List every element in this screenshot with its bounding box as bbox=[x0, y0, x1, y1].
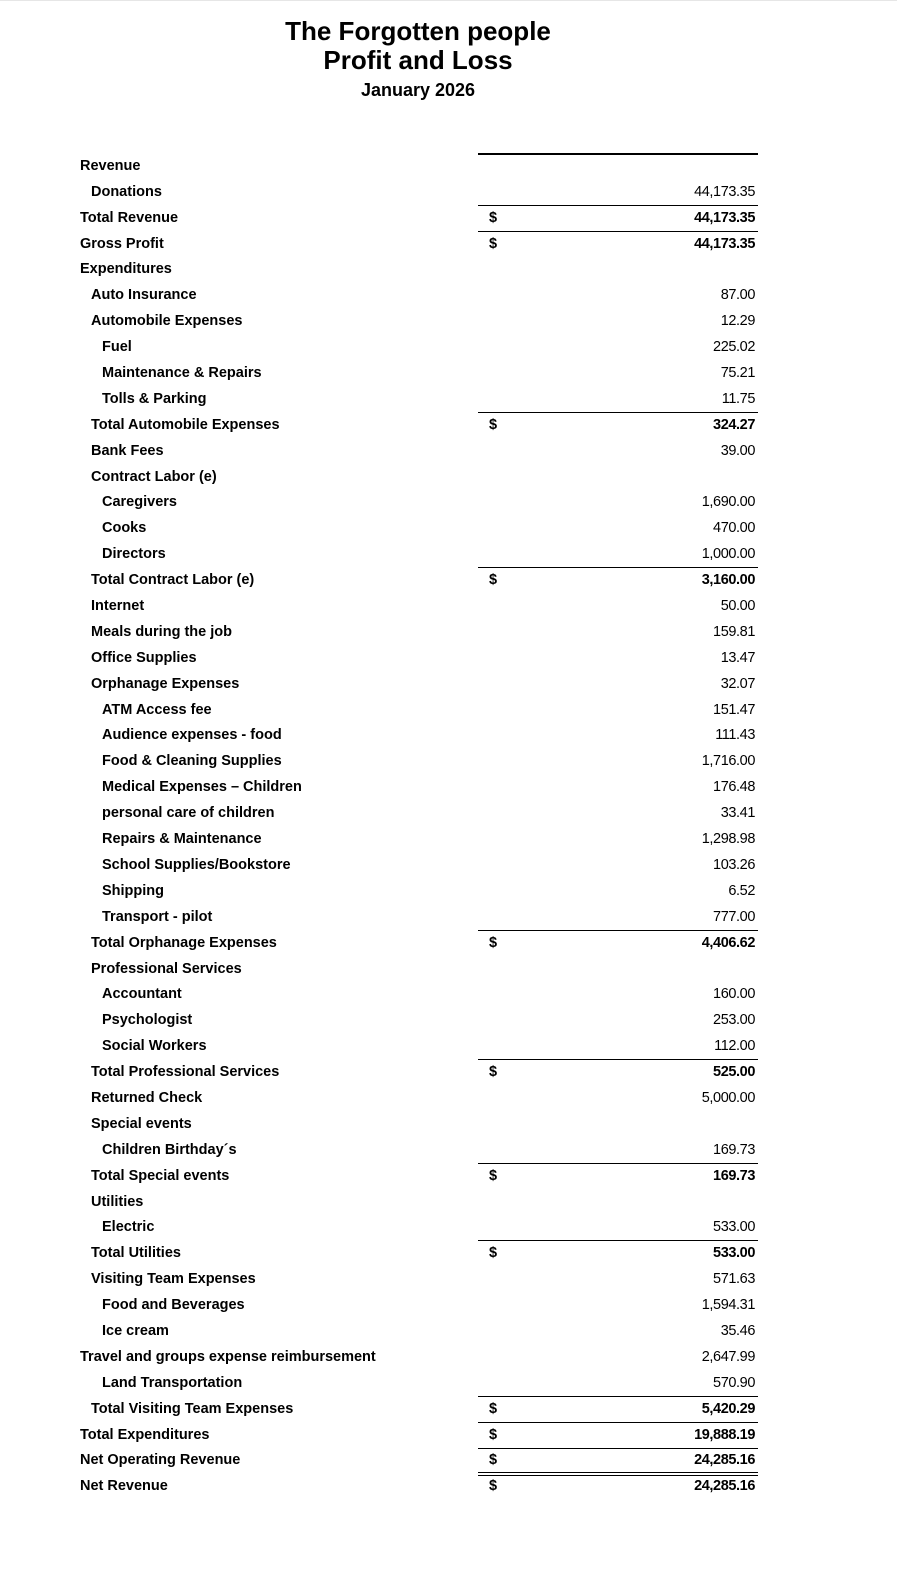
row-label: Bank Fees bbox=[91, 442, 164, 459]
total-row bbox=[0, 412, 897, 438]
total-row bbox=[0, 1422, 897, 1448]
row-amount: 44,173.35 bbox=[694, 235, 755, 252]
row-amount: 103.26 bbox=[713, 856, 755, 873]
row-label: Total Contract Labor (e) bbox=[91, 572, 255, 589]
row-label: Net Revenue bbox=[80, 1478, 168, 1495]
row-label: Tolls & Parking bbox=[102, 390, 207, 407]
table-row bbox=[0, 515, 897, 541]
row-label: Donations bbox=[91, 183, 162, 200]
table-row bbox=[0, 282, 897, 308]
row-amount: 525.00 bbox=[713, 1064, 755, 1081]
row-label: Expenditures bbox=[80, 261, 172, 278]
row-label: Special events bbox=[91, 1115, 192, 1132]
row-amount: 570.90 bbox=[713, 1374, 755, 1391]
row-amount: 777.00 bbox=[713, 908, 755, 925]
table-row bbox=[0, 1344, 897, 1370]
row-amount: 169.73 bbox=[713, 1141, 755, 1158]
table-row bbox=[0, 386, 897, 412]
row-label: Total Professional Services bbox=[91, 1064, 280, 1081]
table-row bbox=[0, 645, 897, 671]
row-label: Food & Cleaning Supplies bbox=[102, 753, 282, 770]
row-amount: 19,888.19 bbox=[694, 1426, 755, 1443]
row-amount: 169.73 bbox=[713, 1167, 755, 1184]
row-label: School Supplies/Bookstore bbox=[102, 856, 291, 873]
row-label: Gross Profit bbox=[80, 235, 164, 252]
report-period: January 2026 bbox=[360, 80, 476, 100]
table-row bbox=[0, 1370, 897, 1396]
row-label: Office Supplies bbox=[91, 649, 197, 666]
row-label: Shipping bbox=[102, 882, 165, 899]
row-label: Transport - pilot bbox=[102, 908, 213, 925]
row-label: Auto Insurance bbox=[91, 287, 197, 304]
total-row bbox=[0, 930, 897, 956]
table-row bbox=[0, 800, 897, 826]
section-header-row bbox=[0, 956, 897, 982]
row-amount: 159.81 bbox=[713, 623, 755, 640]
table-row bbox=[0, 619, 897, 645]
section-header-row bbox=[0, 1189, 897, 1215]
table-row bbox=[0, 1266, 897, 1292]
row-label: Land Transportation bbox=[102, 1374, 243, 1391]
table-row bbox=[0, 852, 897, 878]
total-row bbox=[0, 231, 897, 257]
row-amount: 13.47 bbox=[720, 649, 755, 666]
total-row bbox=[0, 567, 897, 593]
table-row bbox=[0, 1292, 897, 1318]
currency-symbol: $ bbox=[489, 572, 498, 589]
row-label: Psychologist bbox=[102, 1012, 193, 1029]
row-label: Utilities bbox=[91, 1193, 144, 1210]
row-amount: 1,298.98 bbox=[701, 831, 755, 848]
table-row bbox=[0, 308, 897, 334]
row-label: Total Utilities bbox=[91, 1245, 181, 1262]
row-label: Total Visiting Team Expenses bbox=[91, 1400, 294, 1417]
row-amount: 33.41 bbox=[720, 805, 755, 822]
row-amount: 39.00 bbox=[720, 442, 755, 459]
row-amount: 4,406.62 bbox=[701, 934, 755, 951]
section-header-row bbox=[0, 464, 897, 490]
row-amount: 35.46 bbox=[720, 1322, 755, 1339]
profit-loss-table bbox=[0, 153, 897, 1499]
row-label: Maintenance & Repairs bbox=[102, 365, 262, 382]
row-label: Total Special events bbox=[91, 1167, 230, 1184]
report-header bbox=[0, 17, 836, 102]
row-label: Directors bbox=[102, 546, 166, 563]
row-amount: 533.00 bbox=[713, 1245, 755, 1262]
row-amount: 470.00 bbox=[713, 520, 755, 537]
table-row bbox=[0, 1137, 897, 1163]
row-amount: 87.00 bbox=[720, 287, 755, 304]
row-label: Total Orphanage Expenses bbox=[91, 934, 277, 951]
table-row bbox=[0, 774, 897, 800]
table-row bbox=[0, 697, 897, 723]
row-label: Cooks bbox=[102, 520, 147, 537]
row-label: Social Workers bbox=[102, 1038, 207, 1055]
row-amount: 176.48 bbox=[713, 779, 755, 796]
row-amount: 160.00 bbox=[713, 986, 755, 1003]
currency-symbol: $ bbox=[489, 209, 498, 226]
currency-symbol: $ bbox=[489, 1478, 498, 1495]
total-row bbox=[0, 1059, 897, 1085]
table-row bbox=[0, 1085, 897, 1111]
row-amount: 3,160.00 bbox=[701, 572, 755, 589]
row-amount: 12.29 bbox=[720, 313, 755, 330]
table-row bbox=[0, 1033, 897, 1059]
row-label: Audience expenses - food bbox=[102, 727, 282, 744]
row-label: Medical Expenses – Children bbox=[102, 779, 302, 796]
currency-symbol: $ bbox=[489, 1400, 498, 1417]
row-label: Total Expenditures bbox=[80, 1426, 210, 1443]
row-amount: 1,716.00 bbox=[701, 753, 755, 770]
row-amount: 5,420.29 bbox=[701, 1400, 755, 1417]
row-amount: 6.52 bbox=[728, 882, 755, 899]
row-label: Caregivers bbox=[102, 494, 177, 511]
row-amount: 5,000.00 bbox=[701, 1089, 755, 1106]
row-amount: 32.07 bbox=[720, 675, 755, 692]
currency-symbol: $ bbox=[489, 934, 498, 951]
section-header-row bbox=[0, 1111, 897, 1137]
row-label: Food and Beverages bbox=[102, 1297, 245, 1314]
page-top-border bbox=[0, 0, 897, 1]
currency-symbol: $ bbox=[489, 235, 498, 252]
row-label: Contract Labor (e) bbox=[91, 468, 217, 485]
row-label: Visiting Team Expenses bbox=[91, 1271, 256, 1288]
row-amount: 24,285.16 bbox=[694, 1452, 755, 1469]
table-row bbox=[0, 179, 897, 205]
row-label: Electric bbox=[102, 1219, 155, 1236]
row-amount: 324.27 bbox=[713, 416, 755, 433]
row-label: Orphanage Expenses bbox=[91, 675, 240, 692]
total-row bbox=[0, 1448, 897, 1474]
currency-symbol: $ bbox=[489, 416, 498, 433]
total-row bbox=[0, 1163, 897, 1189]
currency-symbol: $ bbox=[489, 1167, 498, 1184]
table-row bbox=[0, 1215, 897, 1241]
row-label: Net Operating Revenue bbox=[80, 1452, 241, 1469]
row-amount: 533.00 bbox=[713, 1219, 755, 1236]
row-amount: 1,594.31 bbox=[701, 1297, 755, 1314]
row-amount: 1,690.00 bbox=[701, 494, 755, 511]
row-label: Meals during the job bbox=[91, 623, 232, 640]
row-amount: 24,285.16 bbox=[694, 1478, 755, 1495]
row-amount: 225.02 bbox=[713, 339, 755, 356]
row-amount: 50.00 bbox=[720, 598, 755, 615]
table-row bbox=[0, 1318, 897, 1344]
row-label: Automobile Expenses bbox=[91, 313, 243, 330]
row-label: Professional Services bbox=[91, 960, 242, 977]
table-row bbox=[0, 334, 897, 360]
row-label: Internet bbox=[91, 598, 145, 615]
section-header-row bbox=[0, 257, 897, 283]
row-amount: 11.75 bbox=[721, 390, 755, 407]
table-row bbox=[0, 1007, 897, 1033]
row-label: ATM Access fee bbox=[102, 701, 212, 718]
row-label: Repairs & Maintenance bbox=[102, 831, 262, 848]
row-amount: 151.47 bbox=[713, 701, 755, 718]
table-row bbox=[0, 593, 897, 619]
row-label: Revenue bbox=[80, 157, 141, 174]
row-amount: 111.43 bbox=[715, 727, 755, 744]
row-label: Children Birthday´s bbox=[102, 1141, 237, 1158]
table-row bbox=[0, 878, 897, 904]
table-row bbox=[0, 360, 897, 386]
row-amount: 571.63 bbox=[713, 1271, 755, 1288]
report-title: Profit and Loss bbox=[323, 45, 513, 75]
row-label: Accountant bbox=[102, 986, 182, 1003]
row-amount: 253.00 bbox=[713, 1012, 755, 1029]
total-row bbox=[0, 205, 897, 231]
row-amount: 2,647.99 bbox=[701, 1348, 755, 1365]
row-label: Returned Check bbox=[91, 1089, 203, 1106]
total-row bbox=[0, 1240, 897, 1266]
section-header-row bbox=[0, 153, 897, 179]
row-amount: 1,000.00 bbox=[701, 546, 755, 563]
row-label: personal care of children bbox=[102, 805, 275, 822]
table-row bbox=[0, 904, 897, 930]
table-row bbox=[0, 723, 897, 749]
currency-symbol: $ bbox=[489, 1245, 498, 1262]
row-label: Travel and groups expense reimbursement bbox=[80, 1348, 376, 1365]
table-row bbox=[0, 982, 897, 1008]
currency-symbol: $ bbox=[489, 1426, 498, 1443]
total-row bbox=[0, 1473, 897, 1499]
table-row bbox=[0, 541, 897, 567]
table-row bbox=[0, 748, 897, 774]
row-label: Fuel bbox=[102, 339, 132, 356]
table-row bbox=[0, 438, 897, 464]
currency-symbol: $ bbox=[489, 1452, 498, 1469]
row-label: Total Revenue bbox=[80, 209, 179, 226]
company-name: The Forgotten people bbox=[285, 16, 551, 46]
total-row bbox=[0, 1396, 897, 1422]
table-row bbox=[0, 826, 897, 852]
row-label: Total Automobile Expenses bbox=[91, 416, 280, 433]
table-row bbox=[0, 490, 897, 516]
row-label: Ice cream bbox=[102, 1322, 169, 1339]
row-amount: 112.00 bbox=[714, 1038, 755, 1055]
row-amount: 75.21 bbox=[720, 365, 755, 382]
row-amount: 44,173.35 bbox=[694, 183, 755, 200]
currency-symbol: $ bbox=[489, 1064, 498, 1081]
table-row bbox=[0, 671, 897, 697]
row-amount: 44,173.35 bbox=[694, 209, 755, 226]
